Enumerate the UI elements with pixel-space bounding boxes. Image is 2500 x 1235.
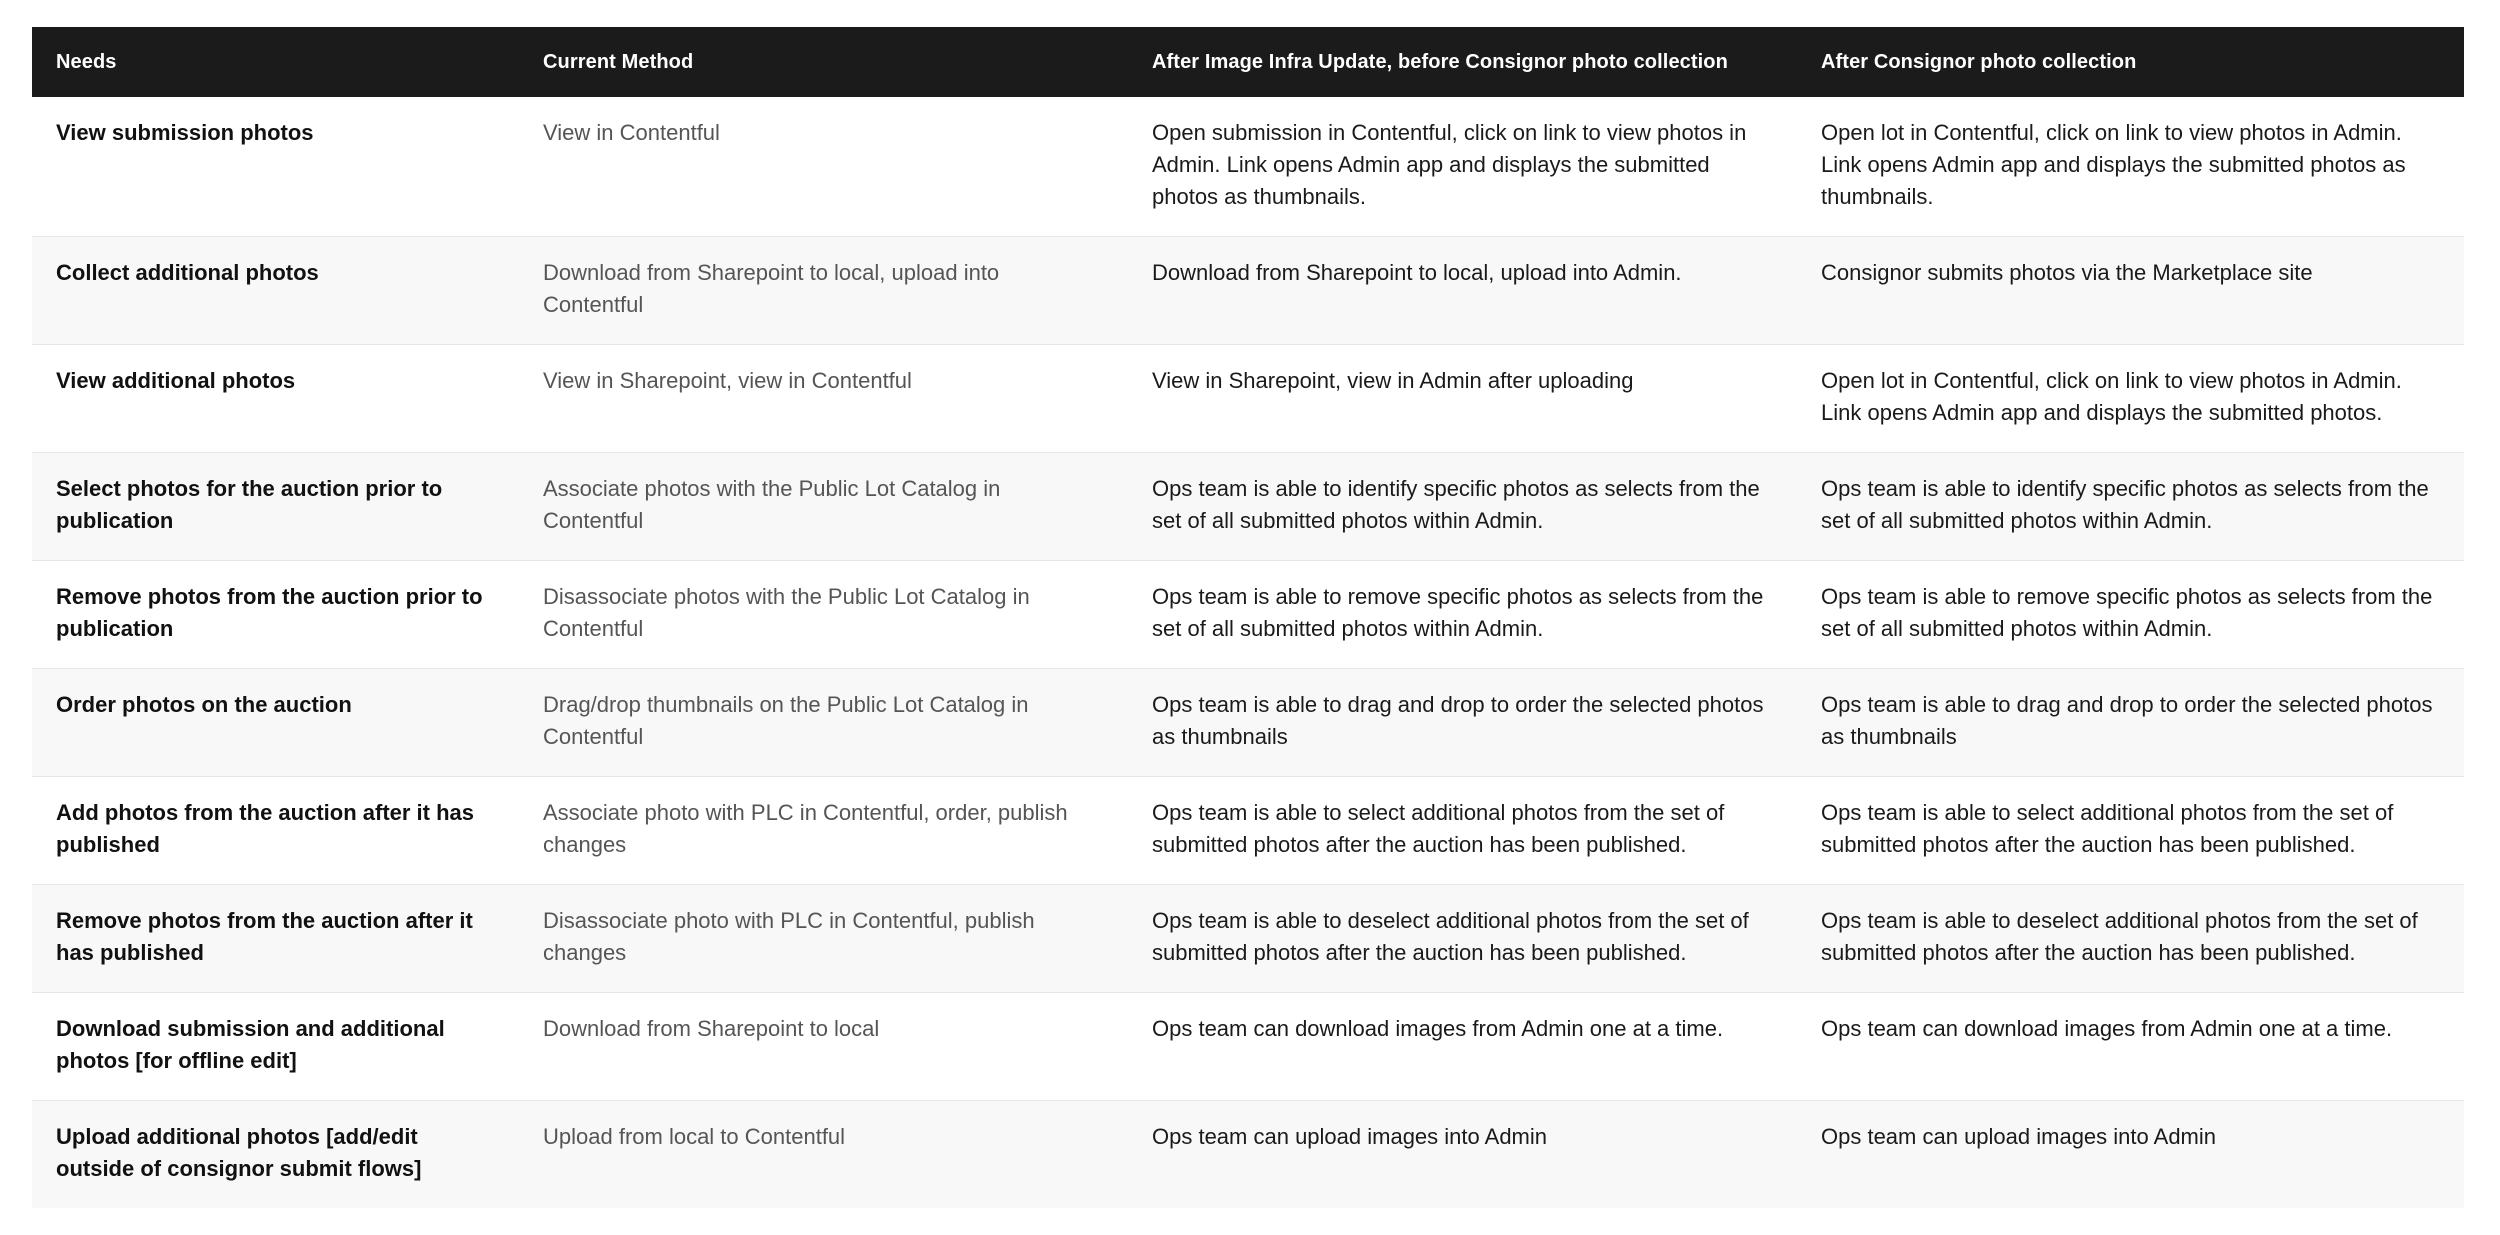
cell-need: Add photos from the auction after it has published xyxy=(32,777,519,885)
table-row xyxy=(32,777,2464,885)
table-header xyxy=(32,27,2464,97)
cell-after-consignor: Ops team can download images from Admin one at a time. xyxy=(1797,993,2464,1101)
table-row xyxy=(32,669,2464,777)
cell-after-infra: Ops team is able to select additional photos from the set of submitted photos after the auction has been published. xyxy=(1128,777,1797,885)
cell-current-method: Disassociate photo with PLC in Contentful, publish changes xyxy=(519,885,1128,993)
cell-after-consignor: Consignor submits photos via the Marketplace site xyxy=(1797,237,2464,345)
cell-need: Download submission and additional photos [for offline edit] xyxy=(32,993,519,1101)
cell-current-method: Associate photo with PLC in Contentful, order, publish changes xyxy=(519,777,1128,885)
cell-need: Upload additional photos [add/edit outside of consignor submit flows] xyxy=(32,1101,519,1209)
cell-current-method: View in Contentful xyxy=(519,97,1128,237)
table-row xyxy=(32,885,2464,993)
cell-need: Select photos for the auction prior to publication xyxy=(32,453,519,561)
cell-after-infra: Ops team is able to identify specific photos as selects from the set of all submitted photos within Admin. xyxy=(1128,453,1797,561)
cell-after-consignor: Open lot in Contentful, click on link to view photos in Admin. Link opens Admin app and displays the submitted photos as thumbnails. xyxy=(1797,97,2464,237)
header-after-consignor-collection: After Consignor photo collection xyxy=(1797,27,2464,97)
table-row xyxy=(32,345,2464,453)
header-needs: Needs xyxy=(32,27,519,97)
cell-after-consignor: Ops team is able to deselect additional photos from the set of submitted photos after the auction has been published. xyxy=(1797,885,2464,993)
cell-after-infra: Download from Sharepoint to local, upload into Admin. xyxy=(1128,237,1797,345)
cell-after-consignor: Ops team is able to identify specific photos as selects from the set of all submitted photos within Admin. xyxy=(1797,453,2464,561)
cell-after-infra: Ops team is able to remove specific photos as selects from the set of all submitted photos within Admin. xyxy=(1128,561,1797,669)
cell-current-method: Drag/drop thumbnails on the Public Lot Catalog in Contentful xyxy=(519,669,1128,777)
cell-after-consignor: Ops team is able to remove specific photos as selects from the set of all submitted photos within Admin. xyxy=(1797,561,2464,669)
table-body xyxy=(32,97,2464,1208)
cell-after-infra: Ops team can download images from Admin one at a time. xyxy=(1128,993,1797,1101)
cell-need: Collect additional photos xyxy=(32,237,519,345)
cell-after-consignor: Open lot in Contentful, click on link to view photos in Admin. Link opens Admin app and displays the submitted photos. xyxy=(1797,345,2464,453)
table-row xyxy=(32,1101,2464,1209)
cell-after-infra: View in Sharepoint, view in Admin after uploading xyxy=(1128,345,1797,453)
cell-after-consignor: Ops team is able to drag and drop to order the selected photos as thumbnails xyxy=(1797,669,2464,777)
cell-after-infra: Ops team is able to drag and drop to order the selected photos as thumbnails xyxy=(1128,669,1797,777)
cell-current-method: Download from Sharepoint to local xyxy=(519,993,1128,1101)
comparison-table-container xyxy=(32,27,2464,1208)
cell-current-method: Associate photos with the Public Lot Catalog in Contentful xyxy=(519,453,1128,561)
cell-current-method: Upload from local to Contentful xyxy=(519,1101,1128,1209)
cell-need: Remove photos from the auction prior to publication xyxy=(32,561,519,669)
header-current-method: Current Method xyxy=(519,27,1128,97)
header-after-infra-update: After Image Infra Update, before Consignor photo collection xyxy=(1128,27,1797,97)
cell-after-infra: Open submission in Contentful, click on link to view photos in Admin. Link opens Admin app and displays the submitted photos as thumbnails. xyxy=(1128,97,1797,237)
cell-need: Remove photos from the auction after it has published xyxy=(32,885,519,993)
cell-need: View submission photos xyxy=(32,97,519,237)
table-row xyxy=(32,453,2464,561)
cell-need: Order photos on the auction xyxy=(32,669,519,777)
comparison-table xyxy=(32,27,2464,1208)
cell-current-method: View in Sharepoint, view in Contentful xyxy=(519,345,1128,453)
cell-current-method: Download from Sharepoint to local, upload into Contentful xyxy=(519,237,1128,345)
cell-after-infra: Ops team is able to deselect additional photos from the set of submitted photos after the auction has been published. xyxy=(1128,885,1797,993)
header-row xyxy=(32,27,2464,97)
cell-after-consignor: Ops team can upload images into Admin xyxy=(1797,1101,2464,1209)
table-row xyxy=(32,561,2464,669)
table-row xyxy=(32,993,2464,1101)
cell-after-infra: Ops team can upload images into Admin xyxy=(1128,1101,1797,1209)
table-row xyxy=(32,97,2464,237)
cell-after-consignor: Ops team is able to select additional photos from the set of submitted photos after the auction has been published. xyxy=(1797,777,2464,885)
cell-current-method: Disassociate photos with the Public Lot Catalog in Contentful xyxy=(519,561,1128,669)
table-row xyxy=(32,237,2464,345)
cell-need: View additional photos xyxy=(32,345,519,453)
